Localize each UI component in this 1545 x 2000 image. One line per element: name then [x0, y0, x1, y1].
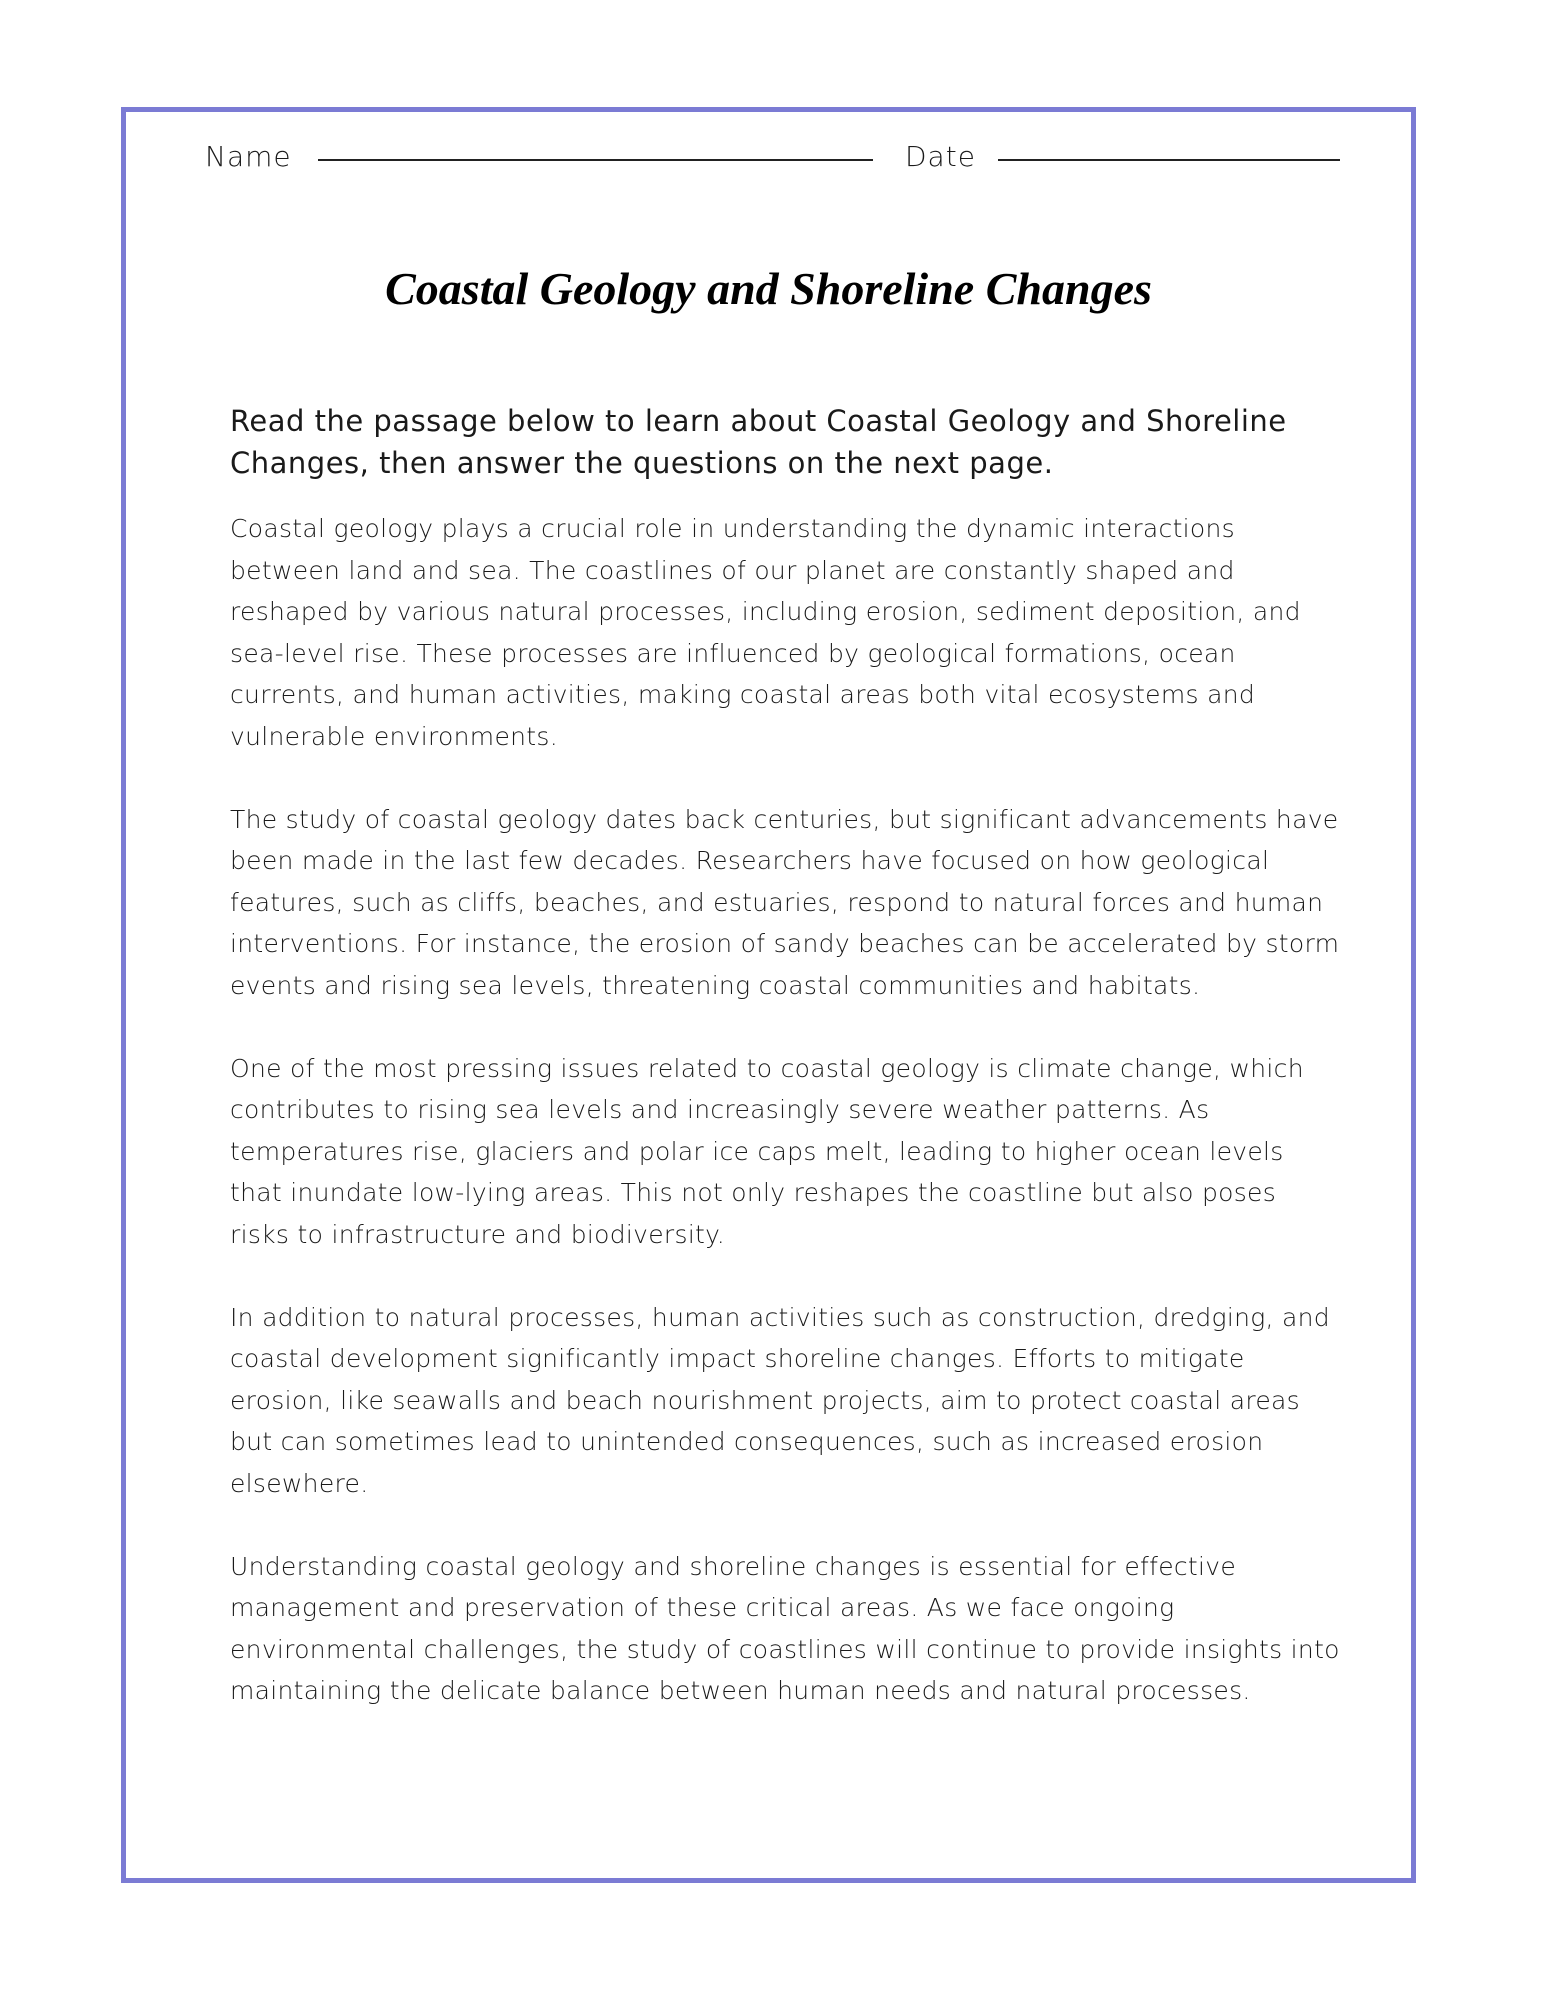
passage-paragraph: The study of coastal geology dates back centuries, but significant advancements have been made in the last few decades. Researchers have focused on how geological features, such as cliffs, beaches, and estuaries, respond to natural forces and human interventions. For instance, the erosion of sandy beaches can be accelerated by storm events and rising sea levels, threatening coastal communities and habitats.	[230, 804, 1340, 1000]
instructions-text: Read the passage below to learn about Coastal Geology and Shoreline Changes, then answer the questions on the next page.	[230, 404, 1287, 480]
name-date-header	[0, 140, 1545, 180]
passage-paragraph: In addition to natural processes, human activities such as construction, dredging, and coastal development significantly impact shoreline changes. Efforts to mitigate erosion, like seawalls and beach nourishment projects, aim to protect coastal areas but can sometimes lead to unintended consequences, such as increased erosion elsewhere.	[230, 1302, 1330, 1498]
name-label: Name	[205, 140, 292, 173]
worksheet-title: Coastal Geology and Shoreline Changes	[385, 263, 1152, 314]
passage-paragraph: Understanding coastal geology and shoreline changes is essential for effective management and preservation of these critical areas. As we face ongoing environmental challenges, the study of coastlines will continue to provide insights into maintaining the delicate balance between human needs and natural processes.	[230, 1551, 1340, 1705]
passage-paragraph: One of the most pressing issues related to coastal geology is climate change, which contributes to rising sea levels and increasingly severe weather patterns. As temperatures rise, glaciers and polar ice caps melt, leading to higher ocean levels that inundate low-lying areas. This not only reshapes the coastline but also poses risks to infrastructure and biodiversity.	[230, 1053, 1304, 1249]
reading-passage	[230, 508, 1340, 1753]
name-blank-line[interactable]	[318, 159, 873, 161]
date-blank-line[interactable]	[998, 159, 1340, 161]
date-label: Date	[905, 140, 976, 173]
passage-paragraph: Coastal geology plays a crucial role in understanding the dynamic interactions between land and sea. The coastlines of our planet are constantly shaped and reshaped by various natural processes, including erosion, sediment deposition, and sea-level rise. These processes are influenced by geological formations, ocean currents, and human activities, making coastal areas both vital ecosystems and vulnerable environments.	[230, 514, 1301, 751]
